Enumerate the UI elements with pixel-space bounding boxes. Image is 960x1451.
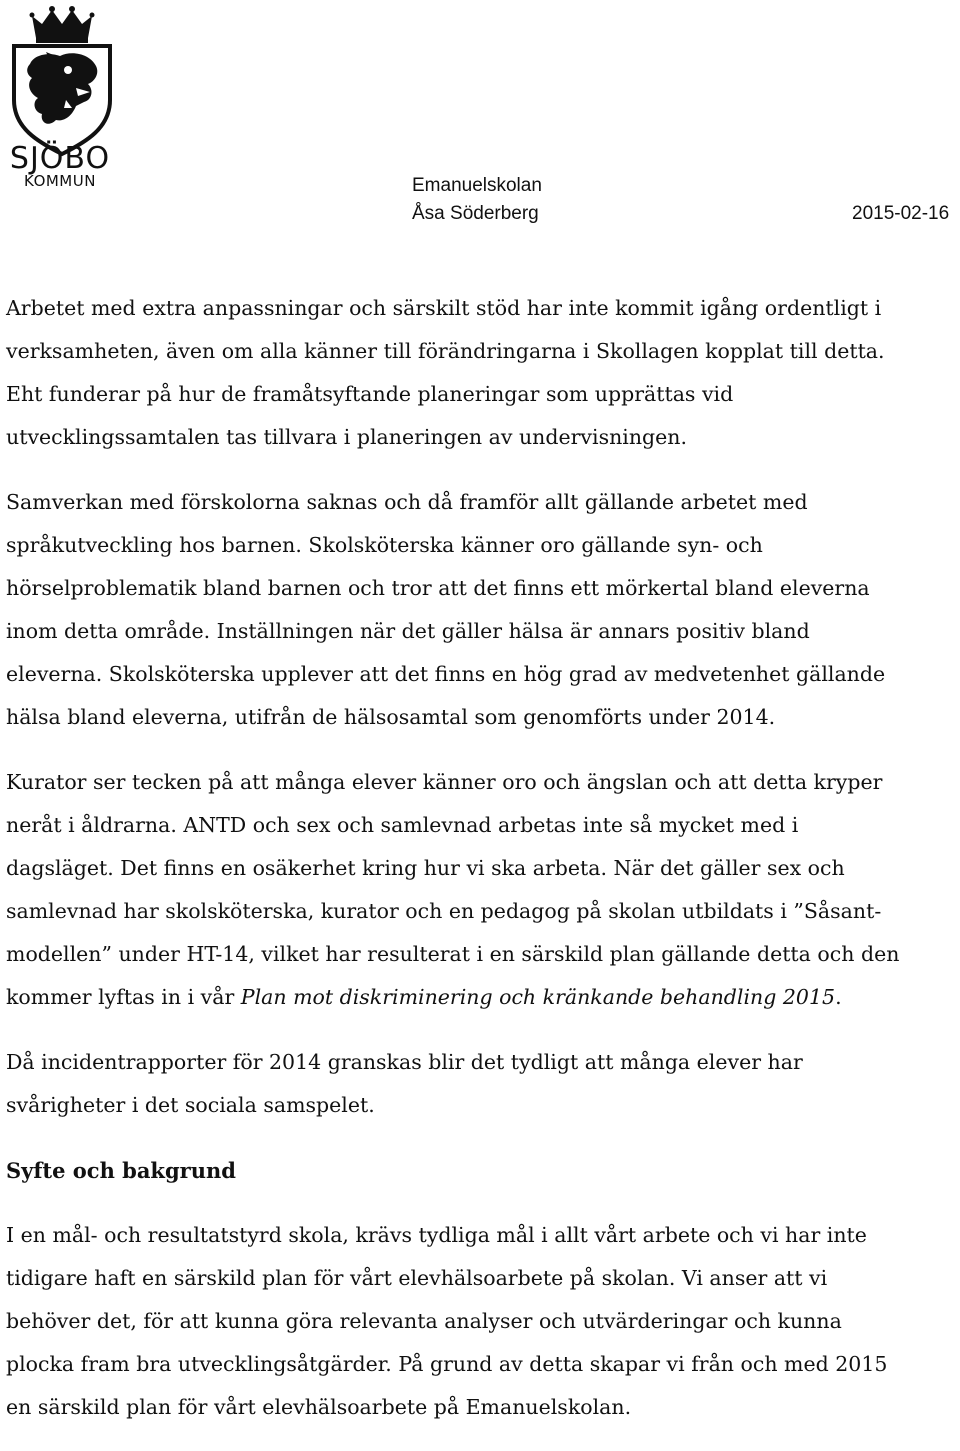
document-body [6,287,956,1451]
text-line: Kurator ser tecken på att många elever känner oro och ängslan och att detta kryper [6,770,883,794]
paragraph-3 [6,761,956,1019]
text-line: Arbetet med extra anpassningar och särskilt stöd har inte kommit igång ordentligt i [6,296,882,320]
paragraph-1 [6,287,956,459]
text-line: Eht funderar på hur de framåtsyftande planeringar som upprättas vid [6,382,734,406]
logo-name-line2: KOMMUN [24,172,96,190]
text-line: I en mål- och resultatstyrd skola, krävs tydliga mål i allt vårt arbete och vi har inte [6,1223,867,1247]
text-fragment: kommer lyftas in i vår [6,985,241,1009]
text-line-with-italic [6,976,956,1019]
text-line: eleverna. Skolsköterska upplever att det finns en hög grad av medvetenhet gällande [6,662,886,686]
text-line: modellen” under HT-14, vilket har resulterat i en särskild plan gällande detta och den [6,942,900,966]
text-fragment: . [835,985,842,1009]
text-line: plocka fram bra utvecklingsåtgärder. På grund av detta skapar vi från och med 2015 [6,1352,888,1376]
text-line: neråt i åldrarna. ANTD och sex och samlevnad arbetas inte så mycket med i [6,813,799,837]
header-date: 2015-02-16 [852,203,950,224]
text-line: Då incidentrapporter för 2014 granskas blir det tydligt att många elever har [6,1050,803,1074]
text-line: språkutveckling hos barnen. Skolsköterska känner oro gällande syn- och [6,533,763,557]
paragraph-4 [6,1041,956,1127]
plan-title-italic: Plan mot diskriminering och kränkande behandling 2015 [240,985,836,1009]
section-paragraph [6,1214,956,1429]
header-school: Emanuelskolan [412,175,542,196]
text-line: svårigheter i det sociala samspelet. [6,1093,375,1117]
text-line: verksamheten, även om alla känner till förändringarna i Skollagen kopplat till detta. [6,339,885,363]
text-line: hörselproblematik bland barnen och tror att det finns ett mörkertal bland eleverna [6,576,870,600]
paragraph-2 [6,481,956,739]
text-line: utvecklingssamtalen tas tillvara i planeringen av undervisningen. [6,425,688,449]
text-line: dagsläget. Det finns en osäkerhet kring hur vi ska arbeta. När det gäller sex och [6,856,845,880]
text-line: inom detta område. Inställningen när det gäller hälsa är annars positiv bland [6,619,810,643]
text-line: Samverkan med förskolorna saknas och då framför allt gällande arbetet med [6,490,808,514]
sjobo-kommun-logo [6,4,114,190]
text-line: samlevnad har skolsköterska, kurator och en pedagog på skolan utbildats i ”Såsant- [6,899,882,923]
text-line: behöver det, för att kunna göra relevanta analyser och utvärderingar och kunna [6,1309,842,1333]
text-line: hälsa bland eleverna, utifrån de hälsosamtal som genomförts under 2014. [6,705,776,729]
section-heading: Syfte och bakgrund [6,1158,236,1183]
coat-of-arms-icon [6,4,114,190]
text-line: tidigare haft en särskild plan för vårt elevhälsoarbete på skolan. Vi anser att vi [6,1266,828,1290]
header-author: Åsa Söderberg [412,203,539,224]
text-line: en särskild plan för vårt elevhälsoarbete på Emanuelskolan. [6,1395,632,1419]
logo-name-line1: SJÖBO [9,141,111,176]
